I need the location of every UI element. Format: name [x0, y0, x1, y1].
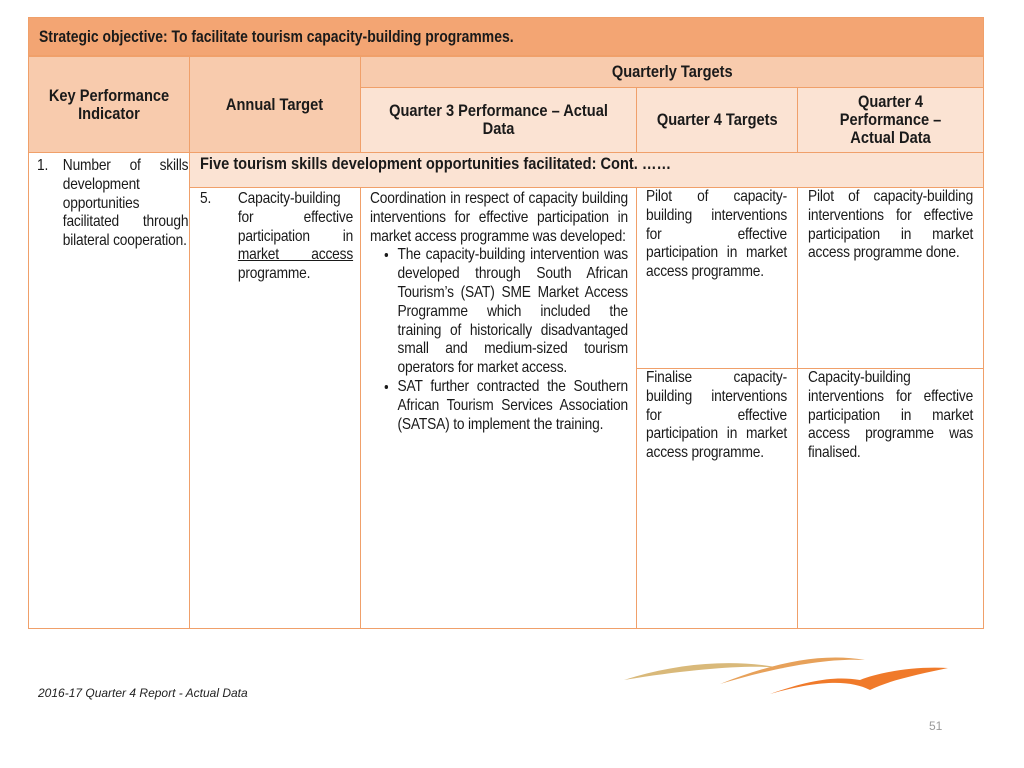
header-q4-actual: Quarter 4 Performance – Actual Data	[797, 87, 984, 153]
q4-actual-cell-2	[797, 368, 984, 629]
q3-bullets	[370, 246, 628, 434]
annual-item-tail: programme.	[237, 265, 311, 283]
q3-bullet: • The capacity-building intervention was developed through South African Tourism’s (SAT) SME Market Access Programme which included the training of historically disadvantaged small and medium-sized tourism operators for market access.	[398, 246, 628, 378]
annual-banner: Five tourism skills development opportunities facilitated: Cont. ……	[189, 152, 984, 188]
strategic-objective	[28, 17, 984, 56]
logo-orange-swoosh	[770, 668, 948, 694]
q4-target-text-1: Pilot of capacity-building interventions for effective participation in market access programme.	[646, 188, 788, 281]
kpi-text: Number of skills development opportunities facilitated through bilateral cooperation.	[62, 157, 189, 250]
q3-actual-cell	[360, 187, 637, 629]
annual-item-text: Capacity-building for effective participation in	[237, 190, 354, 245]
q4-target-cell-2	[636, 368, 798, 629]
q3-intro: Coordination in respect of capacity building interventions for effective participation in market access programme was developed:	[370, 190, 628, 245]
q4-target-cell-1	[636, 187, 798, 369]
kpi-number: 1.	[37, 157, 49, 174]
q3-bullet: • SAT further contracted the Southern African Tourism Services Association (SATSA) to implement the training.	[398, 378, 628, 434]
report-footer: 2016-17 Quarter 4 Report - Actual Data	[38, 686, 248, 700]
performance-table	[28, 17, 984, 629]
annual-target-cell	[189, 187, 361, 629]
q4-target-text-2: Finalise capacity-building interventions for effective participation in market access programme.	[646, 369, 788, 462]
header-kpi: Key Performance Indicator	[28, 56, 190, 153]
kpi-cell	[28, 152, 190, 629]
header-annual-target: Annual Target	[189, 56, 361, 153]
annual-item-underlined: market access	[237, 246, 354, 264]
q4-actual-cell-1	[797, 187, 984, 369]
annual-item-number: 5.	[200, 190, 212, 207]
q4-actual-text-1: Pilot of capacity-building interventions for effective participation in market access programme done.	[808, 188, 974, 262]
header-quarterly-targets: Quarterly Targets	[360, 56, 984, 88]
page-number: 51	[929, 719, 943, 733]
swoosh-logo	[620, 650, 950, 700]
objective-text: Strategic objective: To facilitate tourism capacity-building programmes.	[39, 27, 514, 46]
header-q4-targets: Quarter 4 Targets	[636, 87, 798, 153]
q4-actual-text-2: Capacity-building interventions for effective participation in market access programme was finalised.	[808, 369, 974, 462]
header-q3-actual: Quarter 3 Performance – Actual Data	[360, 87, 637, 153]
